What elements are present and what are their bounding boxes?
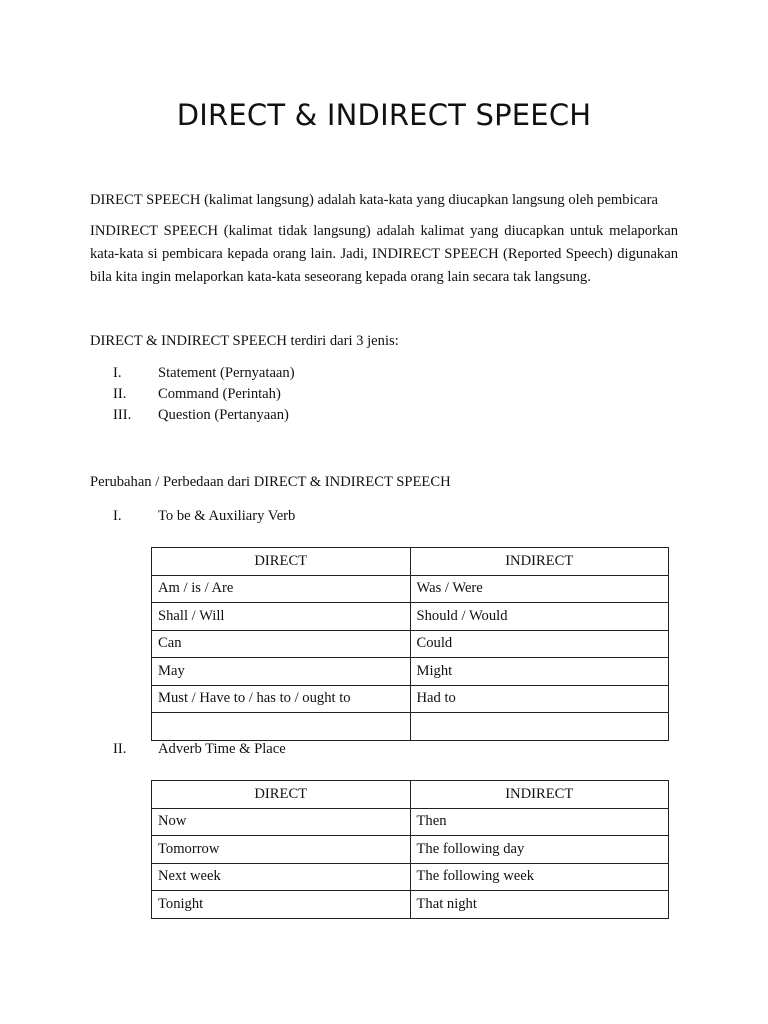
indirect-cell: Should / Would	[410, 603, 669, 631]
direct-cell: Tonight	[152, 891, 411, 919]
section-number: II.	[113, 741, 127, 757]
direct-cell: May	[152, 658, 411, 686]
list-item	[113, 405, 295, 426]
list-text: Question (Pertanyaan)	[158, 407, 289, 423]
table-row	[152, 575, 669, 603]
section-label: Adverb Time & Place	[158, 741, 286, 757]
section-label: To be & Auxiliary Verb	[158, 508, 296, 524]
list-number: III.	[113, 407, 132, 423]
column-header-direct: DIRECT	[152, 548, 411, 576]
direct-cell: Must / Have to / has to / ought to	[152, 685, 411, 713]
auxiliary-verb-table	[151, 547, 669, 741]
direct-cell: Now	[152, 808, 411, 836]
table-header-row	[152, 548, 669, 576]
indirect-cell: Then	[410, 808, 669, 836]
table-row	[152, 713, 669, 741]
indirect-speech-definition: INDIRECT SPEECH (kalimat tidak langsung) adalah kalimat yang diucapkan untuk melaporkan kata-kata si pembicara kepada orang lain. Jadi, INDIRECT SPEECH (Reported Speech) digunakan bila kita ingin melaporkan kata-kata seseorang kepada orang lain secara tak langsung.	[90, 223, 678, 285]
adverb-time-place-table	[151, 780, 669, 919]
indirect-cell: The following week	[410, 863, 669, 891]
page-title: DIRECT & INDIRECT SPEECH	[176, 98, 592, 132]
column-header-indirect: INDIRECT	[410, 781, 669, 809]
section-2-heading	[113, 739, 286, 760]
list-number: I.	[113, 365, 122, 381]
direct-cell: Can	[152, 630, 411, 658]
section-1-heading	[113, 506, 295, 527]
section-number: I.	[113, 508, 122, 524]
table-row	[152, 863, 669, 891]
column-header-indirect: INDIRECT	[410, 548, 669, 576]
table-row	[152, 603, 669, 631]
column-header-direct: DIRECT	[152, 781, 411, 809]
list-number: II.	[113, 386, 127, 402]
indirect-cell: That night	[410, 891, 669, 919]
direct-cell: Next week	[152, 863, 411, 891]
indirect-cell	[410, 713, 669, 741]
types-list	[113, 363, 295, 426]
direct-cell: Shall / Will	[152, 603, 411, 631]
direct-speech-definition: DIRECT SPEECH (kalimat langsung) adalah kata-kata yang diucapkan langsung oleh pembicara	[90, 192, 658, 208]
table-row	[152, 808, 669, 836]
table-row	[152, 836, 669, 864]
changes-heading: Perubahan / Perbedaan dari DIRECT & INDIRECT SPEECH	[90, 474, 451, 490]
direct-cell: Tomorrow	[152, 836, 411, 864]
table-row	[152, 685, 669, 713]
list-text: Statement (Pernyataan)	[158, 365, 295, 381]
table-row	[152, 658, 669, 686]
direct-cell	[152, 713, 411, 741]
table-row	[152, 630, 669, 658]
indirect-cell: Could	[410, 630, 669, 658]
list-item	[113, 384, 295, 405]
table-header-row	[152, 781, 669, 809]
indirect-cell: Was / Were	[410, 575, 669, 603]
indirect-cell: The following day	[410, 836, 669, 864]
list-item	[113, 363, 295, 384]
table-row	[152, 891, 669, 919]
direct-cell: Am / is / Are	[152, 575, 411, 603]
indirect-cell: Might	[410, 658, 669, 686]
indirect-cell: Had to	[410, 685, 669, 713]
types-heading: DIRECT & INDIRECT SPEECH terdiri dari 3 jenis:	[90, 333, 399, 349]
list-text: Command (Perintah)	[158, 386, 281, 402]
